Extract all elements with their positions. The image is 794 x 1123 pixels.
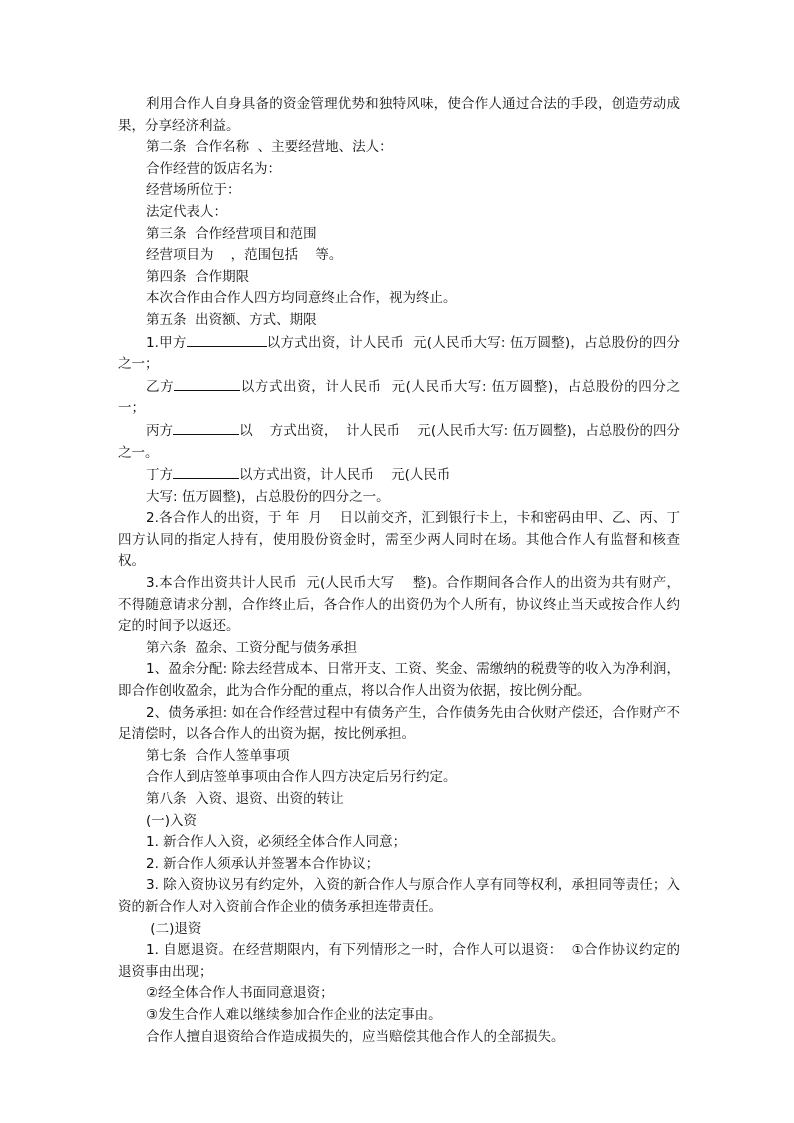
subheading-withdrawal: (二)退资 (146, 920, 202, 937)
paragraph-business-scope: 经营项目为 ，范围包括 等。 (146, 247, 343, 264)
paragraph-withdrawal-liability: 合作人擅自退资给合作造成损失的，应当赔偿其他合作人的全部损失。 (146, 1028, 565, 1045)
heading-article-7: 第七条 合作人签单事项 (146, 747, 290, 764)
capital-party-jia: 1.甲方 以方式出资，计人民币 元(人民币大写: 伍万圆整)，占总股份的四分之一； (118, 332, 680, 376)
blank-line (173, 420, 239, 435)
paragraph-purpose: 利用合作人自身具备的资金管理优势和独特风味，使合作人通过合法的手段，创造劳动成果，分享经济利益。 (118, 96, 680, 134)
capital-party-bing: 丙方 以 方式出资， 计人民币 元(人民币大写: 伍万圆整)，占总股份的四分之一。 (118, 420, 680, 464)
paragraph-capital-total: 3.本合作出资共计人民币 元(人民币大写 整)。合作期间各合作人的出资为共有财产，不得随意请求分割，合作终止后，各合作人的出资仍为个人所有，协议终止当天或按合作人约定的时间予以返还。 (118, 575, 680, 635)
heading-article-6: 第六条 盈余、工资分配与债务承担 (146, 639, 358, 656)
paragraph-signing: 合作人到店签单事项由合作人四方决定后另行约定。 (146, 769, 457, 786)
paragraph-capital-deadline: 2.各合作人的出资，于 年 月 日以前交齐，汇到银行卡上，卡和密码由甲、乙、丙、丁四方认同的指定人持有，使用股份资金时，需至少两人同时在场。其他合作人有监督和核查权。 (118, 510, 680, 570)
heading-article-8: 第八条 入资、退资、出资的转让 (146, 791, 344, 807)
list-item: 2. 新合作人须承认并签署本合作协议； (146, 855, 380, 872)
capital-party-ding: 丁方 以方式出资，计人民币 元(人民币 (118, 464, 680, 487)
heading-article-4: 第四条 合作期限 (146, 268, 250, 285)
heading-article-5: 第五条 出资额、方式、期限 (146, 311, 317, 328)
paragraph-profit-distribution: 1、盈余分配: 除去经营成本、日常开支、工资、奖金、需缴纳的税费等的收入为净利润，即合作创收盈余，此为合作分配的重点，将以合作人出资为依据，按比例分配。 (118, 661, 680, 700)
heading-article-2: 第二条 合作名称 、主要经营地、法人： (146, 139, 393, 156)
list-item: 1. 新合作人入资，必须经全体合作人同意； (146, 834, 407, 851)
blank-line (174, 376, 240, 391)
list-item: ③发生合作人难以继续参加合作企业的法定事由。 (146, 1006, 442, 1023)
subheading-capital-in: (一)入资 (146, 812, 198, 829)
paragraph-debt: 2、债务承担: 如在合作经营过程中有债务产生，合作债务先由合伙财产偿还，合作财产不足清偿时，以各合作人的出资为据，按比例承担。 (118, 704, 680, 743)
capital-party-yi: 乙方 以方式出资，计人民币 元(人民币大写: 伍万圆整)，占总股份的四分之一； (118, 376, 680, 420)
list-item: 1. 自愿退资。在经营期限内，有下列情形之一时，合作人可以退资： ①合作协议约定的退资事由出现； (118, 942, 680, 980)
paragraph-premises: 经营场所位于： (146, 182, 241, 199)
paragraph-restaurant-name: 合作经营的饭店名为： (146, 160, 281, 177)
list-item: 3. 除入资协议另有约定外，入资的新合作人与原合作人享有同等权利，承担同等责任；入资的新合作人对入资前合作企业的债务承担连带责任。 (118, 877, 680, 915)
blank-line (187, 332, 267, 347)
list-item: ②经全体合作人书面同意退资； (146, 985, 334, 1002)
blank-line (173, 464, 239, 479)
paragraph-ding-capital-cont: 大写: 伍万圆整)，占总股份的四分之一。 (146, 488, 390, 505)
paragraph-term: 本次合作由合作人四方均同意终止合作，视为终止。 (146, 290, 457, 307)
contract-body (118, 94, 680, 1048)
heading-article-3: 第三条 合作经营项目和范围 (146, 225, 317, 242)
paragraph-legal-rep: 法定代表人： (146, 203, 227, 220)
